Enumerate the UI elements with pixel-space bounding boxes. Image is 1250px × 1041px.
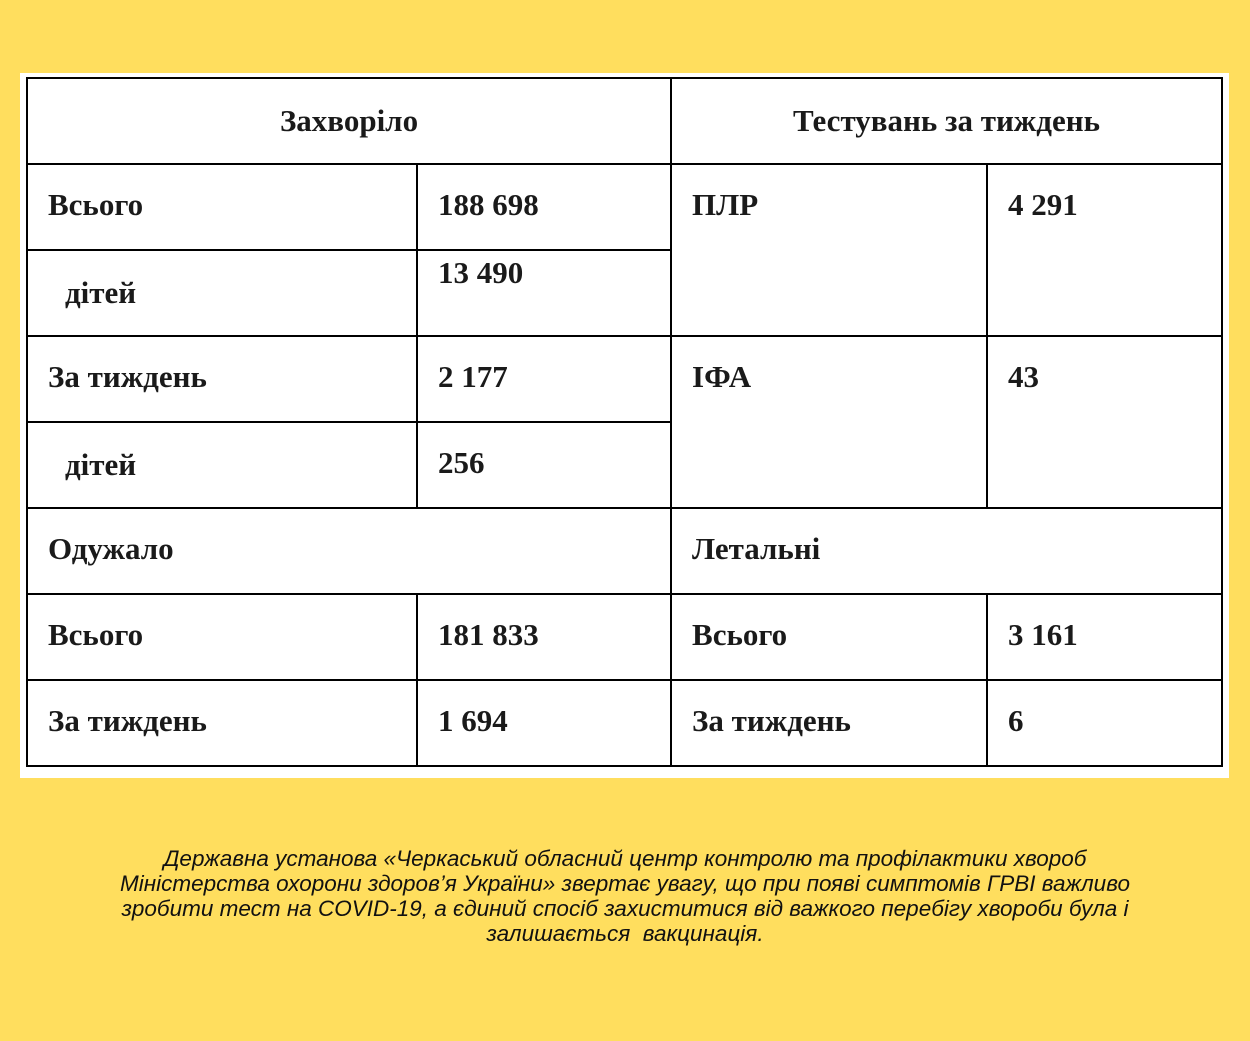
deaths-week-value: 6: [1008, 703, 1024, 738]
children-week-label: дітей: [65, 447, 137, 482]
week-value-cell: [417, 336, 671, 422]
pcr-value: 4 291: [1008, 187, 1078, 222]
deaths-total-label: Всього: [692, 617, 788, 652]
recovered-total-value-cell: [417, 594, 671, 680]
deaths-total-label-cell: [671, 594, 987, 680]
week-label-cell: [27, 336, 417, 422]
recovered-total-label-cell: [27, 594, 417, 680]
sick-total-label: Всього: [48, 187, 144, 222]
week-value: 2 177: [438, 359, 508, 394]
table-row: [27, 594, 1222, 680]
deaths-header: Летальні: [692, 531, 821, 566]
recovered-week-value-cell: [417, 680, 671, 766]
deaths-total-value-cell: [987, 594, 1222, 680]
children-total-label: дітей: [65, 275, 137, 310]
pcr-label: ПЛР: [692, 187, 759, 222]
health-center-notice: [30, 846, 1220, 946]
table-row: [27, 164, 1222, 250]
recovered-total-value: 181 833: [438, 617, 539, 652]
recovered-header: Одужало: [48, 531, 174, 566]
sick-header: Захворіло: [27, 78, 671, 164]
ifa-value-cell: [987, 336, 1222, 508]
week-label: За тиждень: [48, 359, 207, 394]
children-total-value: 13 490: [438, 255, 524, 290]
deaths-week-value-cell: [987, 680, 1222, 766]
recovered-week-label: За тиждень: [48, 703, 207, 738]
children-week-value-cell: [417, 422, 671, 508]
recovered-week-value: 1 694: [438, 703, 508, 738]
children-total-value-cell: [417, 250, 671, 336]
notice-line-1: Державна установа «Черкаський обласний центр контролю та профілактики хвороб: [163, 846, 1087, 871]
table-row: [27, 78, 1222, 164]
table-row: [27, 680, 1222, 766]
children-week-value: 256: [438, 445, 485, 480]
ifa-value: 43: [1008, 359, 1040, 394]
sick-total-value-cell: [417, 164, 671, 250]
sick-total-label-cell: [27, 164, 417, 250]
table-row: [27, 508, 1222, 594]
pcr-value-cell: [987, 164, 1222, 336]
deaths-header-cell: [671, 508, 1222, 594]
covid-stats-table: [26, 77, 1223, 767]
ifa-label: ІФА: [692, 359, 752, 394]
table-row: [27, 336, 1222, 422]
deaths-total-value: 3 161: [1008, 617, 1078, 652]
recovered-week-label-cell: [27, 680, 417, 766]
tests-header: Тестувань за тиждень: [671, 78, 1222, 164]
children-total-label-cell: [27, 250, 417, 336]
deaths-week-label: За тиждень: [692, 703, 851, 738]
notice-line-3: зробити тест на COVID-19, а єдиний спосіб захиститися від важкого перебігу хвороби була і: [121, 896, 1129, 921]
deaths-week-label-cell: [671, 680, 987, 766]
notice-line-2: Міністерства охорони здоров’я України» звертає увагу, що при появі симптомів ГРВІ важливо: [120, 871, 1130, 896]
recovered-total-label: Всього: [48, 617, 144, 652]
pcr-label-cell: [671, 164, 987, 336]
children-week-label-cell: [27, 422, 417, 508]
sick-total-value: 188 698: [438, 187, 539, 222]
notice-line-4: залишається вакцинація.: [486, 921, 764, 946]
recovered-header-cell: [27, 508, 671, 594]
ifa-label-cell: [671, 336, 987, 508]
